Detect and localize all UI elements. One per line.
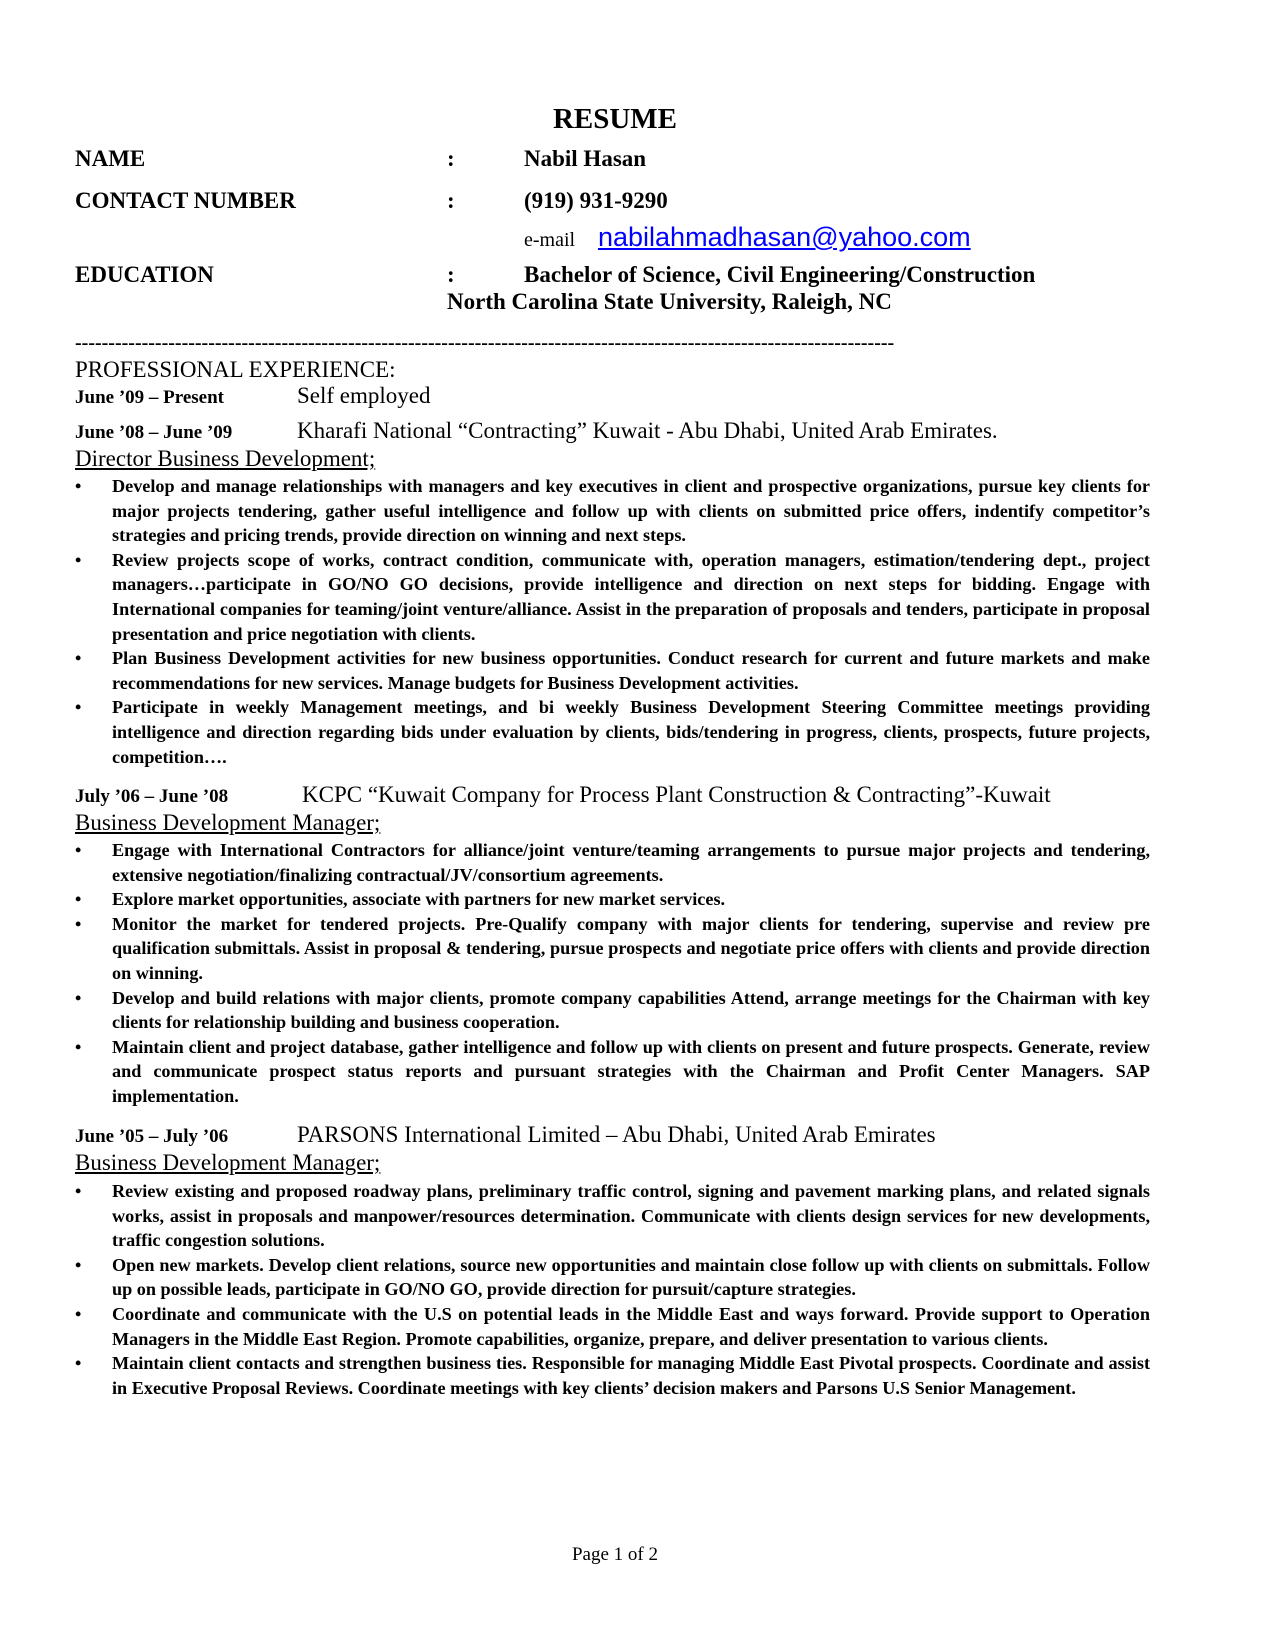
- list-item: • Participate in weekly Management meetings, and bi weekly Business Development Steering Committee meetings providing intelligence and direction regarding bids under evaluation by clients, bids/tendering in progress, clients, prospects, future projects, competition….: [75, 695, 1150, 769]
- list-item: • Develop and build relations with major clients, promote company capabilities Attend, arrange meetings for the Chairman with key clients for relationship building and business cooperation.: [75, 986, 1150, 1035]
- contact-colon: :: [447, 188, 455, 213]
- job-bullet-list: [75, 474, 1150, 769]
- education-school: North Carolina State University, Raleigh, NC: [447, 289, 892, 314]
- list-item: • Coordinate and communicate with the U.S on potential leads in the Middle East and ways forward. Provide support to Operation Managers in the Middle East Region. Promote capabilities, organize, prepare, and deliver presentation to various clients.: [75, 1302, 1150, 1351]
- section-title: PROFESSIONAL EXPERIENCE:: [75, 357, 396, 382]
- education-colon: :: [447, 262, 455, 287]
- list-item: • Maintain client and project database, gather intelligence and follow up with clients on present and future prospects. Generate, review and communicate prospect status reports and pursuant strategies with the Chairman and Profit Center Managers. SAP implementation.: [75, 1035, 1150, 1109]
- education-degree: Bachelor of Science, Civil Engineering/Construction: [524, 262, 1036, 287]
- contact-label: CONTACT NUMBER: [75, 188, 296, 213]
- job-dates: June ’05 – July ’06: [75, 1126, 229, 1147]
- job-role: Director Business Development;: [75, 446, 376, 471]
- name-colon: :: [447, 146, 455, 171]
- list-item: • Engage with International Contractors for alliance/joint venture/teaming arrangements to pursue major projects and tendering, extensive negotiation/finalizing contractual/JV/consortium agreements.: [75, 838, 1150, 887]
- section-divider: ---------------------------------------------------------------------------------------------------------------------------: [75, 332, 895, 354]
- job-organization: Kharafi National “Contracting” Kuwait - Abu Dhabi, United Arab Emirates.: [297, 418, 998, 443]
- job-dates: June ’08 – June ’09: [75, 422, 233, 443]
- education-label: EDUCATION: [75, 262, 214, 287]
- list-item: • Review existing and proposed roadway plans, preliminary traffic control, signing and pavement marking plans, and related signals works, assist in proposals and manpower/resources determination. Communicate with clients design services for new developments, traffic congestion solutions.: [75, 1179, 1150, 1253]
- list-item: • Explore market opportunities, associate with partners for new market services.: [75, 887, 1150, 912]
- job-role: Business Development Manager;: [75, 810, 381, 835]
- list-item: • Maintain client contacts and strengthen business ties. Responsible for managing Middle East Pivotal prospects. Coordinate and assist in Executive Proposal Reviews. Coordinate meetings with key clients’ decision makers and Parsons U.S Senior Management.: [75, 1351, 1150, 1400]
- job-bullet-list: [75, 838, 1150, 1109]
- job-organization: PARSONS International Limited – Abu Dhabi, United Arab Emirates: [297, 1122, 936, 1147]
- job-dates: June ’09 – Present: [75, 387, 224, 408]
- list-item: • Plan Business Development activities for new business opportunities. Conduct research for current and future markets and make recommendations for new services. Manage budgets for Business Development activities.: [75, 646, 1150, 695]
- job-organization: KCPC “Kuwait Company for Process Plant Construction & Contracting”-Kuwait: [302, 782, 1051, 807]
- email-label: e-mail: [524, 229, 576, 251]
- job-role: Business Development Manager;: [75, 1150, 381, 1175]
- email-link[interactable]: nabilahmadhasan@yahoo.com: [598, 222, 971, 252]
- list-item: • Review projects scope of works, contract condition, communicate with, operation managers, estimation/tendering dept., project managers…participate in GO/NO GO decisions, provide intelligence and direction on next steps for bidding. Engage with International companies for teaming/joint venture/alliance. Assist in the preparation of proposals and tenders, participate in proposal presentation and price negotiation with clients.: [75, 548, 1150, 646]
- page-number: Page 1 of 2: [571, 1544, 658, 1565]
- job-dates: July ’06 – June ’08: [75, 786, 229, 807]
- phone-number: (919) 931-9290: [524, 188, 668, 213]
- name-value: Nabil Hasan: [524, 146, 647, 171]
- list-item: • Develop and manage relationships with managers and key executives in client and prospective organizations, pursue key clients for major projects tendering, gather useful intelligence and follow up with clients on submitted price offers, indentify competitor’s strategies and pricing trends, provide direction on winning and next steps.: [75, 474, 1150, 548]
- page-title: RESUME: [552, 103, 678, 135]
- list-item: • Monitor the market for tendered projects. Pre-Qualify company with major clients for tendering, supervise and review pre qualification submittals. Assist in proposal & tendering, pursue prospects and negotiate price offers with clients and provide direction on winning.: [75, 912, 1150, 986]
- name-label: NAME: [75, 146, 146, 171]
- job-bullet-list: [75, 1179, 1150, 1400]
- job-organization: Self employed: [297, 383, 431, 408]
- list-item: • Open new markets. Develop client relations, source new opportunities and maintain close follow up with clients on submittals. Follow up on possible leads, participate in GO/NO GO, provide direction for pursuit/capture strategies.: [75, 1253, 1150, 1302]
